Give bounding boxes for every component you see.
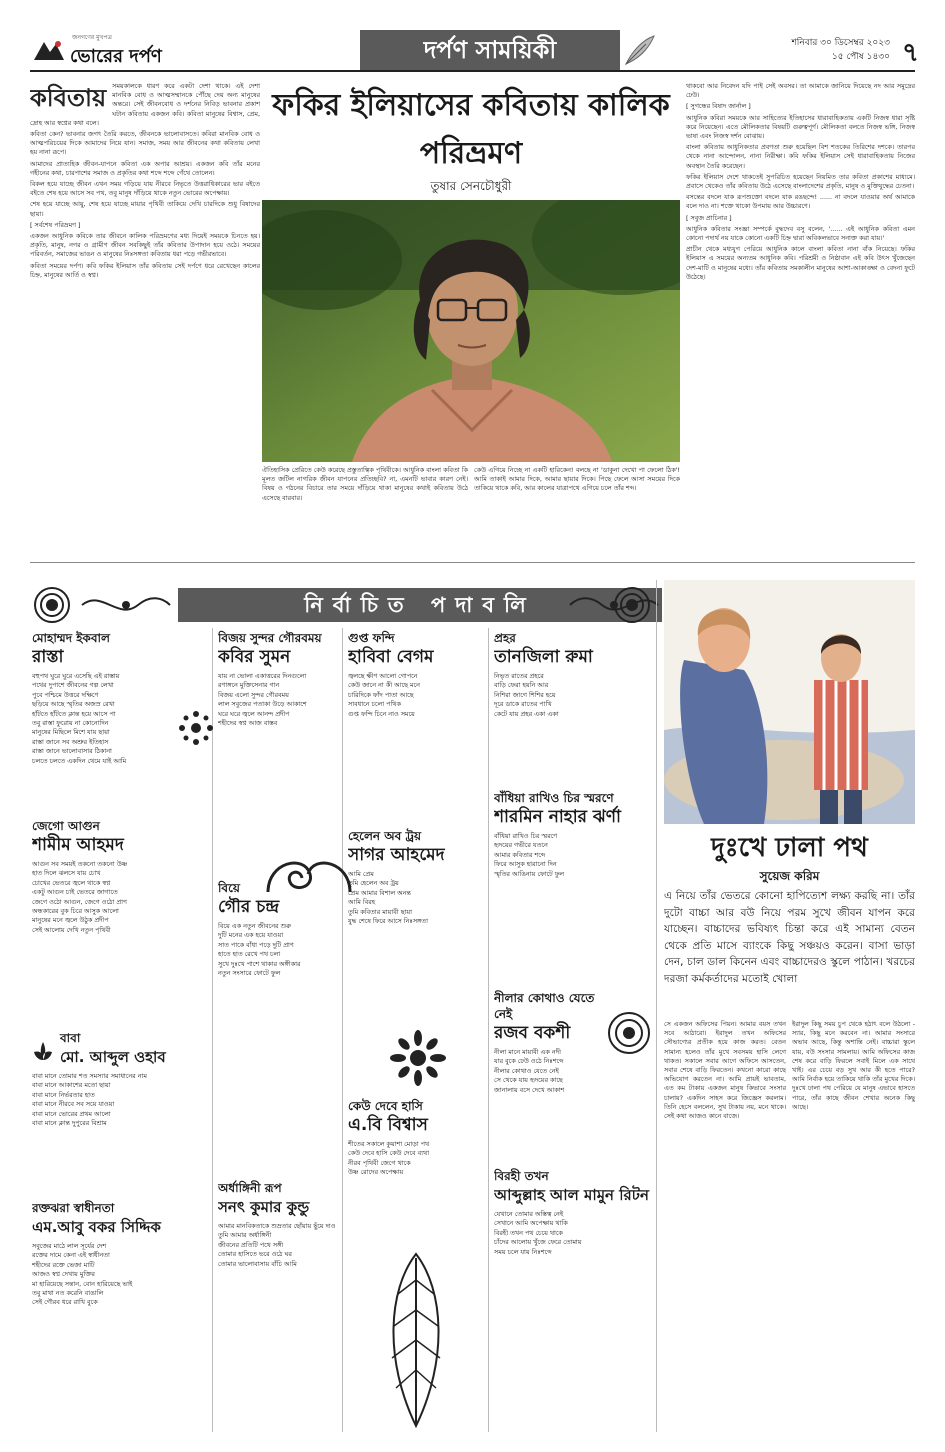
poem-line: দুটি মনের এক হয়ে যাওয়া [218, 931, 284, 940]
poem-author: শারমিন নাহার ঝর্ণা [494, 807, 621, 827]
poem-lines [32, 1072, 208, 1128]
poem-line: উষ্ণ রোদের অপেক্ষায় [348, 1168, 404, 1177]
poem-line: বাবা মানে ভোরের প্রথম আলো [32, 1109, 111, 1118]
floral-ornament-icon [32, 585, 72, 625]
poem-lines [494, 832, 652, 879]
poem-author: আব্দুল্লাহ আল মামুন রিটন [494, 1186, 649, 1204]
poem-line: সবুজের মাঠে লাল সূর্যের দেশ [32, 1242, 107, 1250]
poem-title: কেউ দেবে হাসি [348, 1099, 423, 1113]
column-divider [212, 628, 213, 1432]
poem-author: তানজিলা রুমা [494, 647, 593, 667]
poem-line: যার বুকে ঢেউ ওঠে নিঃশব্দে [494, 1057, 564, 1066]
poem-line: বাবা মানে নীরবে সব সয়ে যাওয়া [32, 1100, 115, 1109]
poem-line: আমার মানবিকতাকে শুভ্রতার ছোঁয়ায় ছুঁয়ে দাও [218, 1222, 336, 1230]
article-continuation: কেউ এগিয়ে নিচ্ছে না একটি হারিকেন! বলছে না 'ডাকুনা দেখো পা ফেলো ঠিক'! আমি তাকাই আমার দিকে, আমার ছায়ার দিকে। পিছে ফেলে আসা সময়ের দিকে তাকিয়ে থাকে কবি, আর কালের যাত্রাপথে এগিয়ে চলে তাঁর শব্দ। [474, 466, 680, 493]
right-paragraph: বসন্তের বদলে যাক রূপশুক্তো বদলে যাক রঙছন্দে! ...... না বদলে যাওয়ার অর্থ আমাকে বলে দাও না। শক্তে থাকো উপমায় আর উচ্চারণে। [686, 193, 915, 211]
story-lead-paragraph: এ নিয়ে তাঁর ভেতরে কোনো হাপিত্যেশ লক্ষ্য করছি না। তাঁর দুটো বাচ্চা আর বউ নিয়ে পরম সুখে জীবন যাপন করে যাচ্ছেন। বাচ্চাদের ভবিষ্যৎ চিন্তা করে এই সামান্য বেতন থেকে প্রতি মাসে ব্যাংকে কিছু সঞ্চয়ও করেন। বাসা ভাড়া দেন, চাল ডাল কিনেন এবং বাচ্চাদেরও স্কুলে পাঠান। খরচের দরজা কর্মকর্তাদের মতোই খোলা [664, 890, 915, 985]
right-paragraph: আধুনিক কবিরা সময়কে আর সাহিত্যের ইতিহাসের ধারাবাহিকতায় একটি নিজস্ব ধারা সৃষ্টি করে নিয়েছেন। এতে মৌলিকতার বিষয়টি গুরুত্বপূর্ণ। মৌলিকতা বলতে নিজস্ব ভঙ্গি, নিজস্ব ভাষা এবং নিজস্ব দর্শন বোঝায়। [686, 113, 915, 141]
poem-author: রজব বকশী [494, 1023, 571, 1043]
poem-line: নতুন সংসারে ফোটে ফুল [218, 969, 281, 978]
poem-author: এ.বি বিশ্বাস [348, 1115, 428, 1135]
poem-author: হাবিবা বেগম [348, 647, 434, 667]
left-column-article [30, 82, 260, 552]
poem-line: তবু মাথা নত করেনি বাঙালি [32, 1289, 104, 1298]
poem-line: মা হারিয়েছে সন্তান, বোন হারিয়েছে ভাই [32, 1279, 133, 1288]
poem-block [218, 1180, 338, 1432]
poem-title: প্রহর [494, 631, 516, 645]
masthead [30, 30, 919, 72]
poem-title: বিয়ে [218, 881, 241, 895]
left-paragraph: কবিতা কেন? ভাবনার জগৎ তৈরি করতে, জীবনকে ভালোবাসতে। কবিরা মানবিক বোধ ও আত্মপরিচয়ের দিকে আমাদের নিয়ে যান। সমাজ, সময় আর জীবনের কথা কবিতায় লেখা হয় নানা রূপে। [30, 130, 260, 157]
article-byline: তুষার সেনচৌধুরী [430, 179, 512, 193]
poem-line: তোমার হাসিতে ভরে ওঠে ঘর [218, 1250, 292, 1259]
poem-line: সাবধানে চলো পথিক [348, 700, 401, 709]
poem-line: যেখানে তোমার অস্তিত্ব নেই [494, 1210, 564, 1218]
poem-line: আজও স্বপ্ন দেখায় মুক্তির [32, 1270, 95, 1279]
poem-author: গৌর চন্দ্র [218, 897, 280, 917]
poem-title: রাস্তা [32, 647, 64, 667]
poem-block [32, 818, 208, 1018]
poem-line: স্মৃতির আঙিনায় ফোটে ফুল [494, 869, 565, 878]
poem-line: সময় চলে যায় নিঃশব্দে [494, 1247, 552, 1256]
poem-line: বহুপথ ঘুরে ঘুরে এসেছি এই রাস্তায় [32, 672, 120, 680]
poem-line: বাবা মানে ক্লান্ত দুপুরের বিশ্রাম [32, 1119, 107, 1128]
poem-lines [348, 1140, 484, 1178]
poet-portrait-photo [262, 200, 680, 462]
poem-lines [494, 1210, 652, 1257]
mandala-ornament-icon [606, 1010, 652, 1056]
poem-author: মো. আব্দুল ওহাব [60, 1048, 166, 1066]
poem-lines [348, 672, 484, 719]
poem-line: মানুষের মনে জ্বলে উঠুক প্রদীপ [32, 916, 109, 925]
poem-line: কেউ দেবে হাসি কেউ দেবে ব্যথা [348, 1149, 430, 1158]
article-headline: ফকির ইলিয়াসের কবিতায় কালিক পরিভ্রমণ [272, 88, 670, 171]
poem-line: শহীদের রক্তে ভেজা মাটি [32, 1260, 95, 1269]
poem-line: চোখের ভেতরে জ্বলে থাকে স্বপ্ন [32, 878, 111, 887]
poem-line: একটু আগুন চাই ভেতরে জাগাতে [32, 888, 118, 897]
logo-tagline: জনগণের মুখপত্র [72, 34, 112, 41]
poem-line: তুমি আমার অর্ধাঙ্গিনী [218, 1231, 272, 1240]
poem-line: আগুন সব সময়ই তকনো তকনো উষ্ণ [32, 860, 128, 868]
column-divider [656, 580, 657, 1432]
poem-line: সেই গৌরব ধরে রাখি বুকে [32, 1298, 98, 1307]
poem-block [218, 880, 338, 1030]
poem-line: বাবা মানে নির্ভরতার হাত [32, 1090, 95, 1099]
poem-line: কেউ জানে না কী আছে মনে [348, 681, 420, 690]
poem-author: সাগর আহমেদ [348, 845, 445, 865]
poem-line: মানুষের মিছিলে মিশে যায় ছায়া [32, 728, 110, 737]
poem-line: পুবে পশ্চিমে উত্তরে দক্ষিণে [32, 690, 99, 699]
left-paragraph: [ সর্বশেষ পরিভ্রমণ ] [30, 220, 81, 229]
section-separator [30, 562, 915, 563]
poem-line: সে থেকে যায় হৃদয়ের কাছে [494, 1076, 563, 1085]
right-paragraph: প্রাচীন থেকে মধ্যযুগ পেরিয়ে আধুনিক কালে বাংলা কবিতা নানা বাঁক নিয়েছে। ফকির ইলিয়াস এ সময়ের অন্যতম আধুনিক কবি। পরিশ্রমী ও নিষ্ঠাবান এই কবি উৎস খুঁজেছেন দেশ-মাটি ও মানুষের মধ্যে। তাঁর কবিতায় সমকালীন মানুষের আশা-আকাঙ্ক্ষা ও বেদনা ফুটে উঠেছে। [686, 245, 915, 281]
poem-line: সেই আলোয় দেখি নতুন পৃথিবী [32, 925, 111, 934]
poem-lines [494, 672, 652, 719]
right-paragraph: আধুনিক কবিতার সংজ্ঞা সম্পর্কে বুদ্ধদেব বসু বলেন, '...... এই আধুনিক কবিতা এমন কোনো পদার্থ নয় যাকে কোনো একটি চিহ্ন দ্বারা অবিকলভাবে সনাক্ত করা যায়।' [686, 224, 915, 243]
poem-line: ফিরে আসুক হারানো দিন [494, 860, 557, 869]
poem-author: কবির সুমন [218, 647, 291, 667]
story-author: সুয়েজ করিম [759, 869, 820, 883]
date-bangla: ১৫ পৌষ ১৪৩০ [831, 52, 890, 62]
right-paragraph: ফকির ইলিয়াস দেশে থাকতেই সুপরিচিত হয়েছেন নিয়মিত তার কবিতা প্রকাশের মাধ্যমে। প্রবাসে থেকেও তাঁর কবিতায় উঠে এসেছে বাংলাদেশের প্রকৃতি, মানুষ ও মুক্তিযুদ্ধের চেতনা। [686, 172, 915, 191]
right-paragraph: [ সুগন্ধের বিষাদ জার্নাল ] [686, 102, 751, 111]
poem-line: ছড়িয়ে আছে স্মৃতির অজস্র রেখা [32, 700, 115, 709]
poem-line: হৃদয়ের গভীরে যতনে [494, 841, 548, 850]
poem-line: সুখে দুঃখে পাশে থাকার অঙ্গীকার [218, 959, 301, 968]
poem-lines [218, 672, 338, 728]
right-paragraph: থাকবো আর নিবেদন যদি পাই সেই অবসর। তা আমাকে জানিয়ে দিয়েছে নদ আর সমুদ্রের ঢেউ। [686, 82, 915, 100]
poem-title: বাবা [60, 1031, 81, 1045]
flourish-ornament-icon [78, 585, 174, 625]
poem-title: রক্তঝরা স্বাধীনতা [32, 1201, 115, 1215]
right-column-article [686, 82, 915, 552]
poem-line: নিভৃত রাতের প্রহরে [494, 672, 544, 680]
poem-line: শীতের সকালে কুয়াশা মোড়া পথ [348, 1140, 430, 1148]
poem-block [32, 1030, 208, 1190]
left-paragraph: সময়কালকে ধারণ করে একটা দেশা থাকে। এই দেশা মানবিক বোধ ও আত্মসম্মানকে পৌঁছে দেয় অন্য মানুষের অন্তরে। সেই জীবনবোধ ও দর্শনের নিবিড় ভাবনার প্রকাশ ঘটান কবিতায় একজন কবি। কবিতা মানুষের বিশ্বাস, প্রেম, দ্রোহ আর স্বপ্নের কথা বলে। [30, 82, 260, 127]
poem-line: জ্বলছে ক্ষীণ আলো গোপনে [348, 672, 418, 680]
poem-line: আমি প্রেম [348, 870, 374, 878]
poem-block [348, 828, 484, 1028]
poem-line: কেটে যায় প্রহর একা একা [494, 709, 559, 718]
portrait-illustration [262, 200, 680, 462]
poem-block [494, 630, 652, 780]
feather-ornament-icon [374, 1250, 458, 1430]
right-paragraph: বাংলা কবিতায় আধুনিকতার প্রবণতা শুরু হয়েছিল বিশ শতকের তিরিশের দশকে। তারপর থেকে নানা আন্দোলন, নানা নিরীক্ষা। কবি ফকির ইলিয়াস সেই ধারাবাহিকতায় নিজের অবস্থান তৈরি করেছেন। [686, 143, 915, 170]
poem-line: বিরহী তখন পথ চেয়ে থাকে [494, 1228, 563, 1237]
section-title: নির্বাচিত পদাবলি [178, 588, 662, 622]
left-paragraph: শেষ হয়ে যাচ্ছে আয়ু, শেষ হয়ে যাচ্ছে মায়ার পৃথিবী তাকিয়ে দেখি চারদিকে শুধু বিষাদের ছায়া। [30, 200, 260, 218]
story-column: ইরাদুল কিছু সময় চুপ থেকে হঠাৎ বলে উঠলো - স্যার, কিছু মনে করবেন না। আমার সংসারে অভাব আছে, কিন্তু অশান্তি নেই। বাচ্চারা স্কুলে যায়, বউ সংসার সামলায়। আমি অফিসের কাজ শেষ করে বাড়ি ফিরলে সবাই মিলে এক সাথে খাই। এর চেয়ে বড় সুখ আর কী হতে পারে? আমি নির্বাক হয়ে তাকিয়ে থাকি তাঁর মুখের দিকে। দুঃখে ঢালা পথ পেরিয়ে যে মানুষ এভাবে হাসতে পারে, তাঁর কাছে জীবন শেখার অনেক কিছু আছে। [792, 1020, 915, 1111]
lotus-ornament-icon [32, 1040, 54, 1062]
left-column-title: কবিতায় [30, 84, 107, 112]
poem-block [32, 1200, 208, 1432]
poem-line: বাবা মানে তোমার শত সমস্যার সমাধানের নাম [32, 1072, 147, 1080]
poem-line: রক্তের দামে কেনা এই স্বাধীনতা [32, 1251, 110, 1260]
poem-title: বাঁধিয়া রাখিও চির স্মরণে [494, 791, 614, 805]
story-illustration [664, 580, 915, 824]
poem-line: রাস্তা জানে সব অশ্রুর ইতিহাস [32, 737, 109, 746]
poem-heading [32, 1030, 208, 1072]
poem-author: সনৎ কুমার কুন্ডু [218, 1198, 310, 1216]
poem-block [348, 630, 484, 810]
poem-line: চলতে চলতে একদিন থেমে যাই আমি [32, 756, 127, 765]
story-column: সে একজন অফিসের পিয়ন। আমার বয়স তখন সবে আঠারো। ইরাদুল তখন অফিসের সৌভাগ্যের প্রতীক হয়ে কাজ করত। বেতন সামান্য হলেও তাঁর মুখে সবসময় হাসি লেগে থাকত। সকালে সবার আগে অফিসে আসতেন, সবার শেষে বাড়ি ফিরতেন। কখনো কারো কাছে অভিযোগ করতেন না। আমি প্রায়ই ভাবতাম, এত কম টাকায় একজন মানুষ কিভাবে সংসার চালায়? একদিন সাহস করে জিজ্ঞেস করলাম। তিনি হেসে বললেন, সুখ টাকায় নয়, মনে থাকে। সেই কথা আজও কানে বাজে। [664, 1020, 786, 1121]
poem-title: বিজয় সুন্দর গৌরবময় [218, 631, 322, 645]
quill-icon [622, 32, 658, 68]
right-paragraph: [ সবুজ প্রাচিনার ] [686, 213, 732, 222]
poem-title: অর্ধাঙ্গিনী রূপ [218, 1181, 282, 1195]
poem-line: নীলা মানে মায়াবী এক নদী [494, 1048, 561, 1056]
poem-line: বাড়ি ফেরা হয়নি আর [494, 681, 549, 690]
poem-block [348, 1098, 484, 1238]
poem-line: হাঁটতে হাঁটতে ক্লান্ত হয়ে আসে পা [32, 709, 116, 718]
poem-line: শহীদের স্বপ্ন আজ বাস্তব [218, 719, 278, 728]
poem-line: বাবা মানে আকাশের মতো ছায়া [32, 1081, 111, 1090]
poem-title: জেগো আগুন [32, 819, 100, 833]
poem-line: পথের দুপাশে জীবনের গল্প লেখা [32, 681, 114, 690]
story-title: দুঃখে ঢালা পথ [711, 833, 868, 863]
newspaper-logo [30, 32, 180, 68]
poem-title: নীলার কোথাও যেতে নেই [494, 991, 595, 1021]
column-divider [342, 628, 343, 1432]
poem-line: অন্ধকারের বুক চিরে আসুক আলো [32, 907, 119, 916]
poem-line: গুপ্ত ফন্দি চিনে নাও সময়ে [348, 709, 415, 718]
poem-line: বিয়ে এক নতুন জীবনের শুরু [218, 922, 292, 930]
left-paragraph: কবিতা সময়ের দর্পণ। কবি ফকির ইলিয়াস তাঁর কবিতায় সেই দর্পণে ধরে রেখেছেন কালের চিহ্ন, মানুষের আর্তি ও স্বপ্ন। [30, 261, 260, 279]
poem-line: নীলার কোথাও যেতে নেই [494, 1066, 559, 1075]
poem-line: আমার কবিতার শব্দে [494, 850, 546, 859]
poem-line: তোমার ভালোবাসায় বাঁচি আমি [218, 1259, 297, 1268]
article-continuation: ঐতিহাসিক প্রেরিতে কেউ করেছে প্রস্তুতাত্বিক পৃথিবীকে। আধুনিক বাংলা কবিতা কি মূলত জটিল নাগরিক জীবন যাপনের প্রতিচ্ছবি? না, এমনটি ভাবার কারণ নেই। বিষয় ও গঠনের বিচারে তার সময়ে দাঁড়িয়ে থাকা মানুষের কথাই কবিতায় উঠে এসেছে বারবার। [262, 466, 468, 502]
supplement-banner: দর্পণ সাময়িকী [360, 30, 620, 70]
poem-line: বিজয় এলো সুন্দর গৌরবময় [218, 690, 289, 699]
poem-line: তুমি কবিতার মায়াবী ছায়া [348, 907, 413, 916]
poem-line: ঘরে ঘরে জ্বলে আনন্দ প্রদীপ [218, 709, 290, 718]
poem-lines [494, 1048, 604, 1095]
poem-line: রণাঙ্গনে মুক্তিসেনার গান [218, 681, 280, 690]
poem-line: চাঁদের আলোয় খুঁজে ফেরে তোমায় [494, 1238, 582, 1247]
poem-line: তুমি হেলেন অব ট্রয় [348, 879, 399, 888]
mandala-ornament-icon [176, 708, 216, 748]
left-paragraph: একজন আধুনিক কবিকে তার জীবনে কালিক পরিভ্রমণের মধ্য দিয়েই সময়কে চিনতে হয়। প্রকৃতি, মানুষ, নগর ও গ্রামীণ জীবন সবকিছুই তাঁর কবিতার উপাদান হয়ে ওঠে। সময়ের পরিবর্তন, সমাজের ভাঙন ও মানুষের নিঃসঙ্গতা কবিতায় ধরা পড়ে গভীরভাবে। [30, 232, 260, 259]
poem-line: জীবনের প্রতিটি পথে সঙ্গী [218, 1240, 284, 1249]
poem-line: জেগে ওঠো আগুন, জেগে ওঠো প্রাণ [32, 897, 127, 906]
column-divider [488, 628, 489, 1432]
poem-title: গুপ্ত ফন্দি [348, 631, 395, 645]
poem-line: জানালায় বসে দেখে আকাশ [494, 1085, 565, 1094]
logo-name: ভোরের দর্পণ [70, 46, 162, 67]
left-paragraph: আমাদের প্রাত্যহিক জীবন-যাপনে কবিতা এক অপার আশ্রয়। একজন কবি তাঁর মনের গহীনের কথা, চারপাশের সমাজ ও প্রকৃতির কথা শব্দে শব্দে গেঁথে তোলেন। [30, 159, 260, 177]
story-art [664, 580, 915, 824]
poem-lines [348, 870, 484, 926]
poem-block [218, 630, 338, 862]
poem-block [494, 790, 652, 980]
sunflower-ornament-icon [390, 1030, 446, 1086]
poem-author: শামীম আহমদ [32, 835, 124, 855]
date-weekday: শনিবার ৩০ ডিসেম্বর ২০২৩ [791, 38, 890, 48]
poem-line: তবু রাস্তা ফুরোয় না কোনোদিন [32, 719, 109, 728]
poem-line: প্রেম আমার বিশাল অনন্ত [348, 888, 411, 897]
poem-line: বাঁধিয়া রাখিও চির স্মরণে [494, 832, 558, 840]
poem-author: এম.আবু বকর সিদ্দিক [32, 1218, 161, 1236]
poem-line: সেখানে আমি অপেক্ষায় থাকি [494, 1219, 568, 1228]
poem-line: রাস্তা জানে ভালোবাসার ঠিকানা [32, 747, 112, 756]
poem-lines [218, 1222, 338, 1269]
poem-title: বিরহী তখন [494, 1169, 549, 1183]
poem-lines [218, 922, 338, 978]
page-number: ৭ [902, 38, 919, 68]
poem-line: যুদ্ধ শেষে ফিরে আসে নিঃসঙ্গতা [348, 917, 428, 926]
poem-line: দূরে ডাকে রাতের পাখি [494, 700, 552, 709]
poem-line: যায় না ভোলা একাত্তরের দিনগুলো [218, 672, 307, 680]
poem-lines [32, 1242, 208, 1308]
poem-author: মোহাম্মদ ইকবাল [32, 631, 110, 645]
poem-title: হেলেন অব ট্রয় [348, 829, 422, 843]
poem-line: আমি বিরহ [348, 898, 376, 907]
issue-date [780, 36, 890, 64]
poem-block [494, 1168, 652, 1432]
poem-block [494, 990, 604, 1160]
poem-line: চারিদিকে ফাঁদ পাতা আছে [348, 690, 414, 699]
logo-mark-icon [32, 38, 66, 64]
poem-line: সাত পাকে বাঁধা পড়ে দুটি প্রাণ [218, 940, 294, 949]
paisley-ornament-icon [264, 852, 354, 898]
floral-ornament-icon [612, 585, 652, 625]
poem-line: লাল সবুজের পতাকা উড়ে আকাশে [218, 700, 307, 709]
poem-line: হাতে হাত রেখে পথ চলা [218, 950, 281, 959]
poem-lines [32, 860, 208, 935]
left-paragraph: বিকল হয়ে যাচ্ছে জীবন এখন সময় গড়িয়ে যায় নীরবে নিভৃতে উত্তরাধিকারের ভার বইতে বইতে শেষ হয়ে আসে সব পথ, তবু মানুষ দাঁড়িয়ে থাকে নতুন ভোরের অপেক্ষায়। [30, 180, 260, 198]
poem-line: নিশিরা জাগে শিশির হয়ে [494, 690, 556, 699]
poem-line: নীরব পৃথিবী জেগে থাকে [348, 1158, 411, 1167]
poem-line: হাত দিলে ঝলসে যায় চোখ [32, 869, 101, 878]
